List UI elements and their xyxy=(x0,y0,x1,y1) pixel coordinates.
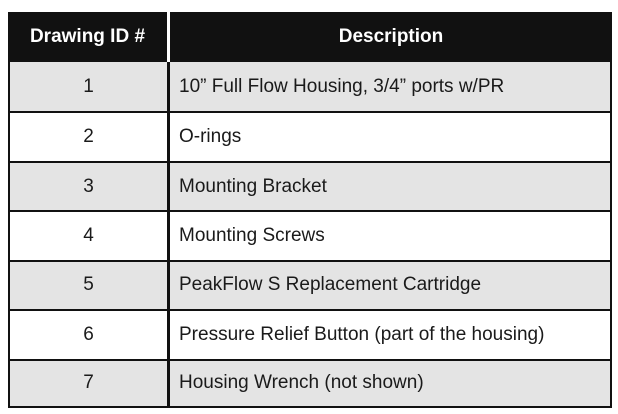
drawing-id-cell: 1 xyxy=(8,62,170,111)
drawing-id-cell: 4 xyxy=(8,210,170,259)
table-row xyxy=(8,210,612,259)
description-cell: Pressure Relief Button (part of the housing) xyxy=(170,309,612,358)
table-body xyxy=(8,62,612,408)
description-cell: 10” Full Flow Housing, 3/4” ports w/PR xyxy=(170,62,612,111)
header-description: Description xyxy=(170,12,612,62)
parts-list-table xyxy=(8,12,612,408)
drawing-id-cell: 5 xyxy=(8,260,170,309)
description-cell: Mounting Bracket xyxy=(170,161,612,210)
table-row xyxy=(8,161,612,210)
description-cell: Mounting Screws xyxy=(170,210,612,259)
table-row xyxy=(8,309,612,358)
header-row xyxy=(8,12,612,62)
drawing-id-cell: 7 xyxy=(8,359,170,408)
parts-table-container xyxy=(8,12,612,408)
drawing-id-cell: 2 xyxy=(8,111,170,160)
description-cell: PeakFlow S Replacement Cartridge xyxy=(170,260,612,309)
table-row xyxy=(8,111,612,160)
description-cell: O-rings xyxy=(170,111,612,160)
table-header xyxy=(8,12,612,62)
description-cell: Housing Wrench (not shown) xyxy=(170,359,612,408)
drawing-id-cell: 3 xyxy=(8,161,170,210)
header-drawing-id: Drawing ID # xyxy=(8,12,170,62)
drawing-id-cell: 6 xyxy=(8,309,170,358)
table-row xyxy=(8,62,612,111)
table-row xyxy=(8,359,612,408)
table-row xyxy=(8,260,612,309)
